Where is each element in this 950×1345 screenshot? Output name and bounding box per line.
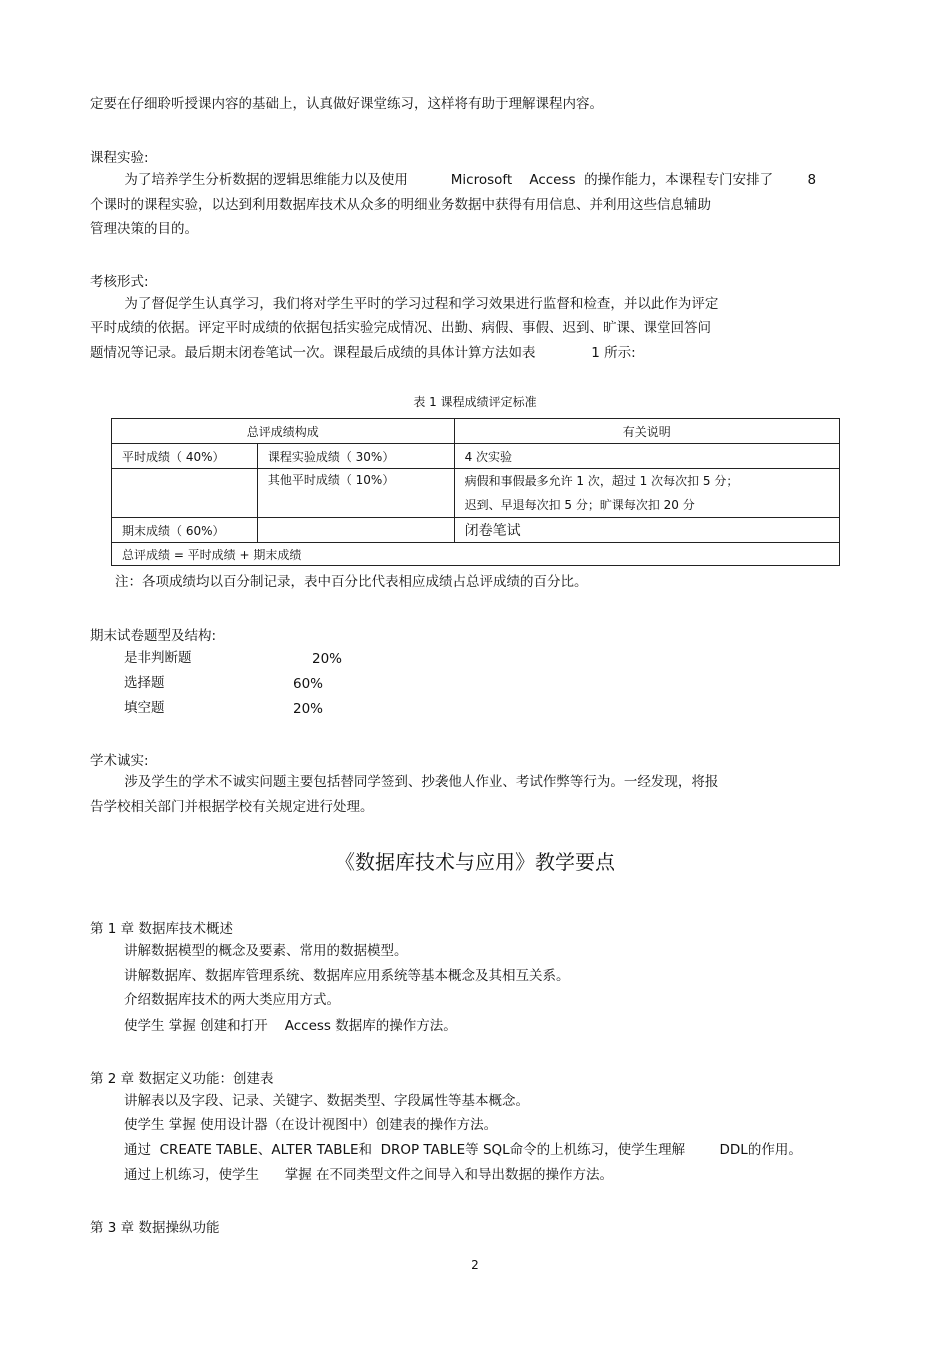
- chapter-2-point-4: 通过上机练习，使学生 掌握 在不同类型文件之间导入和导出数据的操作方法。: [124, 1167, 614, 1183]
- experiment-line-2: 个课时的课程实验，以达到利用数据库技术从众多的明细业务数据中获得有用信息、并利用这些信息辅助: [90, 197, 711, 213]
- experiment-line-1: 为了培养学生分析数据的逻辑思维能力以及使用 Microsoft Access 的操作能力，本课程专门安排了 8: [90, 172, 817, 188]
- chapter-1-point-1: 讲解数据模型的概念及要素、常用的数据模型。: [124, 943, 408, 959]
- grade-table: [111, 418, 840, 566]
- assessment-line-1: 为了督促学生认真学习，我们将对学生平时的学习过程和学习效果进行监督和检查，并以此作为评定: [90, 296, 719, 312]
- section-title: 《数据库技术与应用》教学要点: [335, 850, 615, 874]
- table-header-row: [112, 419, 840, 444]
- integrity-heading: 学术诚实:: [90, 753, 149, 769]
- integrity-line-1: 涉及学生的学术不诚实问题主要包括替同学签到、抄袭他人作业、考试作弊等行为。一经发现，将报: [90, 774, 719, 790]
- chapter-2-point-1: 讲解表以及字段、记录、关键字、数据类型、字段属性等基本概念。: [124, 1093, 529, 1109]
- intro-line: 定要在仔细聆听授课内容的基础上，认真做好课堂练习，这样将有助于理解课程内容。: [90, 96, 603, 112]
- table-row: [112, 444, 840, 469]
- table-cell-lab-note: 4 次实验: [454, 444, 839, 469]
- chapter-1-heading: 第 1 章 数据库技术概述: [90, 921, 233, 937]
- chapter-3-heading: 第 3 章 数据操纵功能: [90, 1220, 220, 1236]
- chapter-1-point-2: 讲解数据库、数据库管理系统、数据库应用系统等基本概念及其相互关系。: [124, 968, 570, 984]
- table-cell-other-score: 其他平时成绩（ 10%）: [257, 469, 454, 518]
- exam-pct-fill: 20%: [293, 701, 324, 717]
- chapter-1-point-4: 使学生 掌握 创建和打开 Access 数据库的操作方法。: [124, 1018, 457, 1034]
- chapter-2-heading: 第 2 章 数据定义功能：创建表: [90, 1071, 274, 1087]
- table-row: [112, 518, 840, 543]
- exam-type-choice: 选择题: [124, 675, 165, 691]
- table-header-notes: 有关说明: [454, 419, 839, 444]
- assessment-line-2: 平时成绩的依据。评定平时成绩的依据包括实验完成情况、出勤、病假、事假、迟到、旷课、课堂回答问: [90, 320, 711, 336]
- table-cell-empty: [257, 518, 454, 543]
- other-note-line-2: 迟到、早退每次扣 5 分；旷课每次扣 20 分: [464, 498, 695, 512]
- table-note: 注：各项成绩均以百分制记录，表中百分比代表相应成绩占总评成绩的百分比。: [115, 574, 588, 590]
- exam-pct-judgement: 20%: [312, 651, 343, 667]
- assessment-heading: 考核形式:: [90, 274, 149, 290]
- table-cell-regular-score: 平时成绩（ 40%）: [112, 444, 258, 469]
- table-cell-other-note: [454, 469, 839, 518]
- chapter-2-point-3: 通过 CREATE TABLE、ALTER TABLE和 DROP TABLE等 SQL命令的上机练习，使学生理解 DDL的作用。: [124, 1142, 802, 1158]
- final-exam-heading: 期末试卷题型及结构:: [90, 628, 217, 644]
- other-note-line-1: 病假和事假最多允许 1 次，超过 1 次每次扣 5 分；: [464, 474, 739, 488]
- exam-type-fill: 填空题: [124, 700, 165, 716]
- table-cell-empty: [112, 469, 258, 518]
- chapter-2-point-2: 使学生 掌握 使用设计器（在设计视图中）创建表的操作方法。: [124, 1117, 498, 1133]
- table-cell-final-score: 期末成绩（ 60%）: [112, 518, 258, 543]
- experiment-heading: 课程实验:: [90, 150, 149, 166]
- table-cell-lab-score: 课程实验成绩（ 30%）: [257, 444, 454, 469]
- exam-type-judgement: 是非判断题: [124, 650, 192, 666]
- table-cell-total-formula: 总评成绩 = 平时成绩 + 期末成绩: [112, 543, 840, 566]
- page-number: 2: [471, 1258, 479, 1272]
- table-cell-final-note: 闭卷笔试: [454, 518, 839, 543]
- table-row: [112, 469, 840, 518]
- table-header-composition: 总评成绩构成: [112, 419, 455, 444]
- table-caption: 表 1 课程成绩评定标准: [413, 395, 537, 409]
- assessment-line-3: 题情况等记录。最后期末闭卷笔试一次。课程最后成绩的具体计算方法如表 1 所示:: [90, 345, 636, 361]
- integrity-line-2: 告学校相关部门并根据学校有关规定进行处理。: [90, 799, 374, 815]
- experiment-line-3: 管理决策的目的。: [90, 221, 198, 237]
- table-total-row: [112, 543, 840, 566]
- exam-pct-choice: 60%: [293, 676, 324, 692]
- chapter-1-point-3: 介绍数据库技术的两大类应用方式。: [124, 992, 340, 1008]
